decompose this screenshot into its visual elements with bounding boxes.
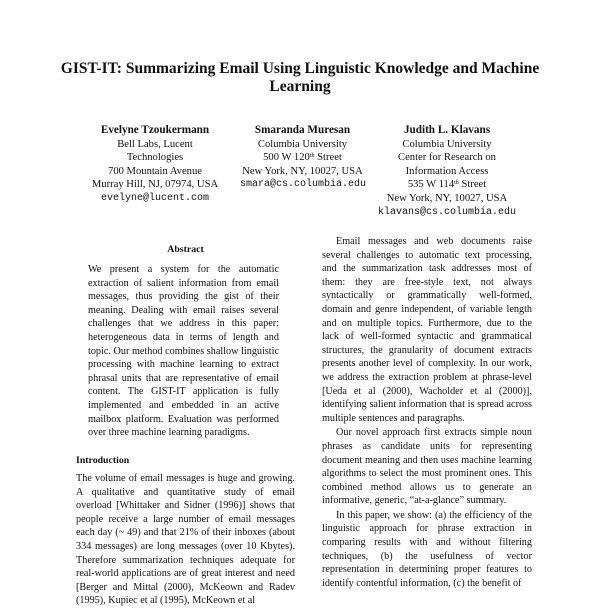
abstract-heading: Abstract [167,244,204,255]
affiliation-line: Center for Research on [398,152,496,164]
abstract-text: We present a system for the automatic extraction of salient information from email messages, thus providing the gist of their meaning. Dealing with email raises several challenges that we address in this paper: heterogeneous data in terms of length and topic. Our method combines shallow linguistic processing with machine learning to extract phrasal units that are representative of email content. The GIST-IT application is fully implemented and embedded in an active mailbox platform. Evaluation was performed over three machine learning paradigms. [88,264,279,439]
address-line: 500 W 120th Street [263,152,342,164]
author-block-2 [240,124,365,192]
author-name: Evelyne Tzoukermann [100,124,210,136]
author-name: Smaranda Muresan [254,124,351,136]
paragraph: Email messages and web documents raise several challenges to automatic text processing, and the summarization task addresses most of them: they are free-style text, not always syntactically or grammatically well-formed, domain and genre independent, of variable length and on multiple topics. Furthermore, due to the lack of well-formed syntactic and grammatical structures, the granularity of document extracts presents another level of complexity. In our work, we address the extraction problem at phrase-level [Ueda et al (2000), Wacholder et al (2000)], identifying salient information that is spread across multiple sentences and paragraphs. [322,236,532,424]
right-column-text [322,235,532,590]
affiliation-line: Columbia University [402,138,492,150]
affiliation-line: Bell Labs, Lucent [117,138,193,150]
author-email[interactable]: smara@cs.columbia.edu [240,179,367,191]
introduction-text: The volume of email messages is huge and growing. A qualitative and quantitative study of email overload [Whittaker and Sidner (1996)] shows that people receive a large number of email messages each day (~ 49) and that 21% of their inboxes (about 334 messages) are long messages (over 10 Kbytes). Therefore summarization techniques adequate for real-world applications are of great interest and need [Berger and Mittal (2000), McKeown and Radev (1995), Kupiec et al (1995), McKeown et al [76,473,295,607]
paper-title: GIST-IT: Summarizing Email Using Linguistic Knowledge and Machine Learning [60,60,540,95]
paragraph: In this paper, we show: (a) the efficiency of the linguistic approach for phrase extraction in comparing results with and without filtering techniques, (b) the usefulness of vector representation in determining proper features to identify contentful information, (c) the benefit of [322,509,532,589]
author-email[interactable]: evelyne@lucent.com [100,192,210,204]
author-block-3 [358,124,536,219]
address-line: 535 W 114th Street [407,179,487,191]
affiliation-line: Columbia University [257,138,348,150]
introduction-heading: Introduction [76,455,130,466]
paragraph: Our novel approach first extracts simple noun phrases as candidate units for representing document meaning and then uses machine learning algorithms to select the most prominent ones. This combined method allows us to generate an informative, generic, “at-a-glance” summary. [322,427,532,507]
address-line: Murray Hill, NJ, 07974, USA [91,179,219,191]
address-line: New York, NY, 10027, USA [242,165,363,177]
affiliation-line: Technologies [126,152,184,164]
author-block-1 [60,124,250,206]
author-email[interactable]: klavans@cs.columbia.edu [377,206,517,218]
affiliation-line: Information Access [405,165,489,177]
author-name: Judith L. Klavans [403,124,491,136]
address-line: 700 Mountain Avenue [108,165,202,177]
address-line: New York, NY, 10027, USA [386,192,508,204]
